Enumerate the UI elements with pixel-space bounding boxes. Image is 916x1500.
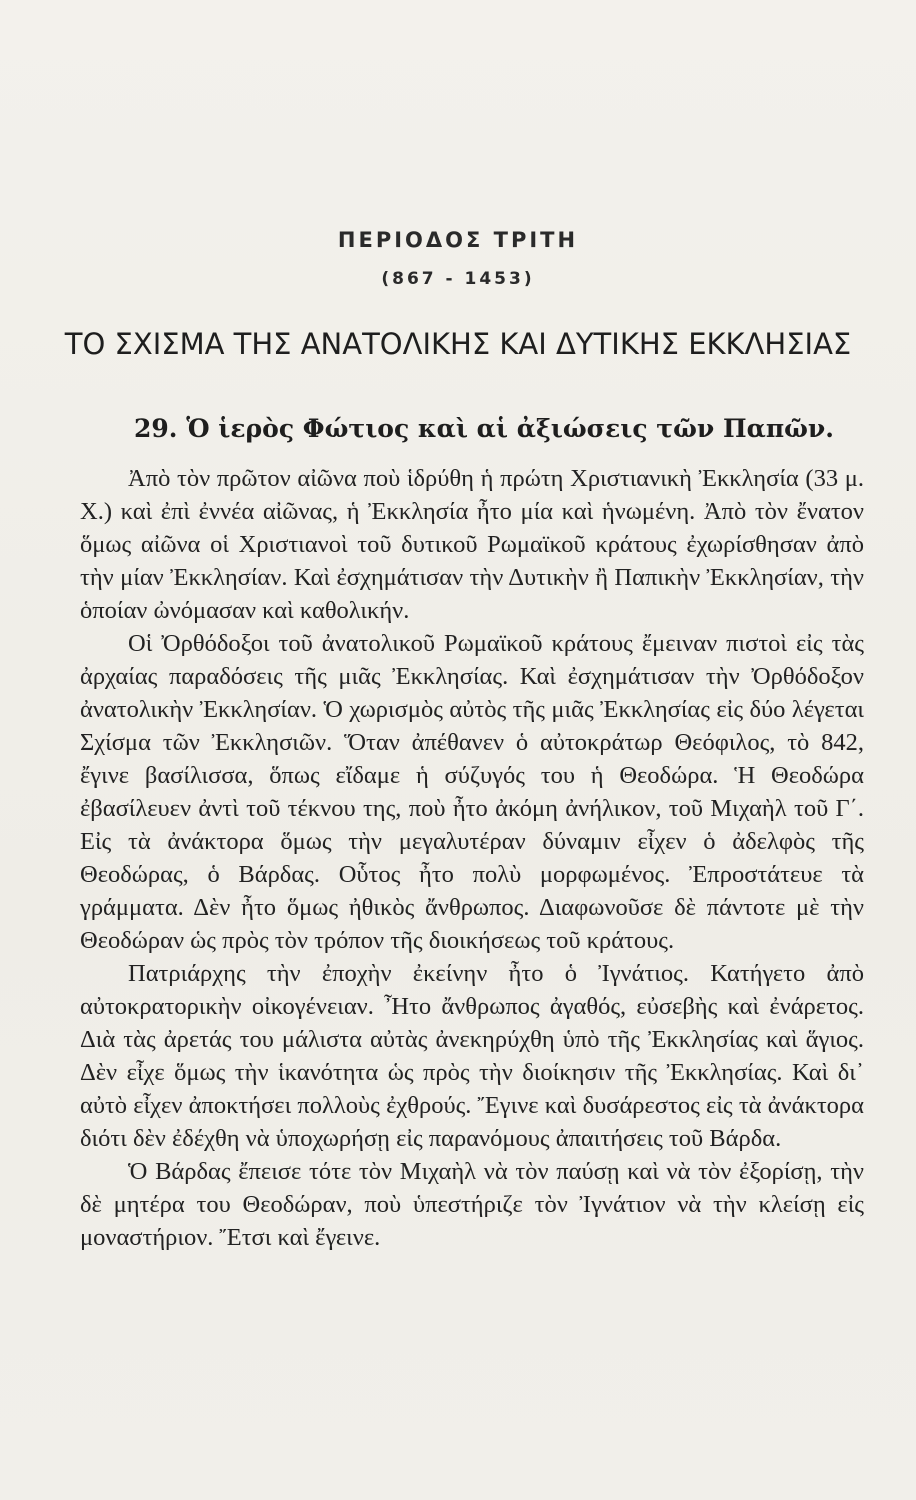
section-heading: 29. Ὁ ἱερὸς Φώτιος καὶ αἱ ἀξιώσεις τῶν Παπῶν. <box>134 414 834 443</box>
paragraph: Ἀπὸ τὸν πρῶτον αἰῶνα ποὺ ἱδρύθη ἡ πρώτη Χριστιανικὴ Ἐκκλησία (33 μ. Χ.) καὶ ἐπὶ ἐννέα αἰῶνας, ἡ Ἐκκλησία ἦτο μία καὶ ἡνωμένη. Ἀπὸ τὸν ἔνατον ὅμως αἰῶνα οἱ Χριστιανοὶ τοῦ δυτικοῦ Ρωμαϊκοῦ κράτους ἐχωρίσθησαν ἀπὸ τὴν μίαν Ἐκκλησίαν. Καὶ ἐσχημάτισαν τὴν Δυτικὴν ἢ Παπικὴν Ἐκκλησίαν, τὴν ὁποίαν ὠνόμασαν καὶ καθολικήν. <box>80 465 864 624</box>
period-title: ΠΕΡΙΟΔΟΣ ΤΡΙΤΗ <box>337 228 579 252</box>
paragraph: Πατριάρχης τὴν ἐποχὴν ἐκείνην ἦτο ὁ Ἰγνάτιος. Κατήγετο ἀπὸ αὐτοκρατορικὴν οἰκογένειαν. Ἦτο ἄνθρωπος ἀγαθός, εὐσεβὴς καὶ ἐνάρετος. Διὰ τὰς ἀρετάς του μάλιστα αὐτὰς ἀνεκηρύχθη ὑπὸ τῆς Ἐκκλησίας καὶ ἅγιος. Δὲν εἶχε ὅμως τὴν ἱκανότητα ὡς πρὸς τὴν διοίκησιν τῆς Ἐκκλησίας. Καὶ δι᾽ αὐτὸ εἶχεν ἀποκτήσει πολλοὺς ἐχθρούς. Ἔγινε καὶ δυσάρεστος εἰς τὰ ἀνάκτορα διότι δὲν ἐδέχθη νὰ ὑποχωρήσῃ εἰς παρανόμους ἀπαιτήσεις τοῦ Βάρδα. <box>80 960 864 1152</box>
chapter-title: ΤΟ ΣΧΙΣΜΑ ΤΗΣ ΑΝΑΤΟΛΙΚΗΣ ΚΑΙ ΔΥΤΙΚΗΣ ΕΚΚΛΗΣΙΑΣ <box>64 327 852 361</box>
paragraph: Οἱ Ὀρθόδοξοι τοῦ ἀνατολικοῦ Ρωμαϊκοῦ κράτους ἔμειναν πιστοὶ εἰς τὰς ἀρχαίας παραδόσεις τῆς μιᾶς Ἐκκλησίας. Καὶ ἐσχημάτισαν τὴν Ὀρθόδοξον ἀνατολικὴν Ἐκκλησίαν. Ὁ χωρισμὸς αὐτὸς τῆς μιᾶς Ἐκκλησίας εἰς δύο λέγεται Σχίσμα τῶν Ἐκκλησιῶν. Ὅταν ἀπέθανεν ὁ αὐτοκράτωρ Θεόφιλος, τὸ 842, ἔγινε βασίλισσα, ὅπως εἴδαμε ἡ σύζυγός του ἡ Θεοδώρα. Ἡ Θεοδώρα ἐβασίλευεν ἀντὶ τοῦ τέκνου της, ποὺ ἦτο ἀκόμη ἀνήλικον, τοῦ Μιχαὴλ τοῦ Γ΄. Εἰς τὰ ἀνάκτορα ὅμως τὴν μεγαλυτέραν δύναμιν εἶχεν ὁ ἀδελφὸς τῆς Θεοδώρας, ὁ Βάρδας. Οὗτος ἦτο πολὺ μορφωμένος. Ἐπροστάτευε τὰ γράμματα. Δὲν ἦτο ὅμως ἠθικὸς ἄνθρωπος. Διαφωνοῦσε δὲ πάντοτε μὲ τὴν Θεοδώραν ὡς πρὸς τὸν τρόπον τῆς διοικήσεως τοῦ κράτους. <box>80 630 864 954</box>
body-text <box>80 462 864 1254</box>
paragraph: Ὁ Βάρδας ἔπεισε τότε τὸν Μιχαὴλ νὰ τὸν παύσῃ καὶ νὰ τὸν ἐξορίσῃ, τὴν δὲ μητέρα του Θεοδώραν, ποὺ ὑπεστήριζε τὸν Ἰγνάτιον νὰ τὴν κλείσῃ εἰς μοναστήριον. Ἔτσι καὶ ἔγεινε. <box>80 1158 864 1251</box>
period-years: (867 - 1453) <box>381 269 535 289</box>
